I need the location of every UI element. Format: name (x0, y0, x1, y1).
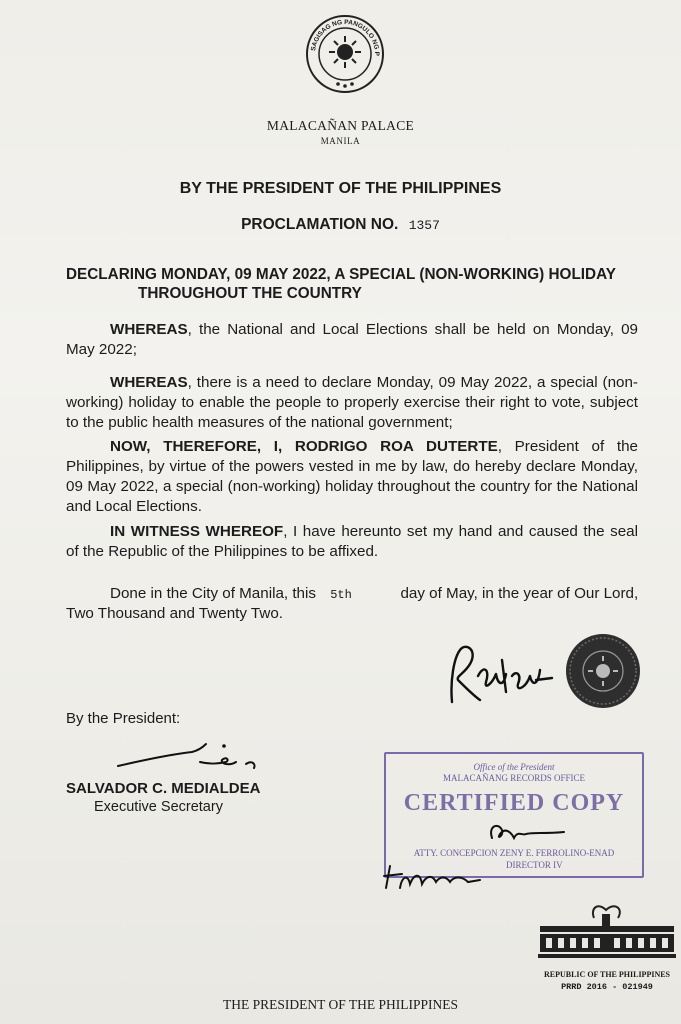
seal-text: SAGISAG NG PANGULO NG P (310, 18, 381, 56)
stamp-signature (484, 816, 574, 846)
p2-lead: WHEREAS (110, 374, 188, 391)
initials-signature (380, 858, 490, 892)
p4-lead: IN WITNESS WHEREOF (110, 523, 284, 540)
done-line (110, 585, 638, 602)
signatory-title: Executive Secretary (94, 799, 223, 815)
subject-line-2: THROUGHOUT THE COUNTRY (138, 285, 362, 302)
p4-text: , I have hereunto set my hand and caused the seal of the Republic of the Philippines to be affixed. (66, 523, 639, 560)
proclamation-line (0, 216, 681, 234)
stamp-line-1: Office of the President (473, 762, 555, 772)
p2-text: , there is a need to declare Monday, 09 May 2022, a special (non-working) holiday to enable the people to properly exercise their right to vote, subject to the public health measures of the national government; (66, 374, 638, 431)
paragraph-whereas-1 (66, 320, 638, 360)
done-year: Two Thousand and Twenty Two. (66, 605, 283, 622)
signatory-name: SALVADOR C. MEDIALDEA (66, 780, 261, 797)
by-the-president-label: By the President: (66, 710, 181, 727)
paragraph-now-therefore (66, 437, 638, 517)
bottom-seal-line-1: REPUBLIC OF THE PHILIPPINES (543, 970, 671, 979)
stamp-main: CERTIFIED COPY (403, 790, 625, 816)
bottom-seal-line-2: PRRD 2016 - 021949 (561, 982, 653, 992)
p3-text: , President of the Philippines, by virtue of the powers vested in me by law, do hereby declare Monday, 09 May 2022, a special (non-working) holiday throughout the country for the National and Local Elections. (66, 438, 638, 515)
dry-seal (564, 632, 642, 710)
p1-text: , the National and Local Elections shall be held on Monday, 09 May 2022; (66, 321, 638, 358)
paragraph-in-witness (66, 522, 638, 562)
footer-text: THE PRESIDENT OF THE PHILIPPINES (222, 997, 459, 1012)
palace-name: MALACAÑAN PALACE (266, 118, 415, 133)
subject-line-1: DECLARING MONDAY, 09 MAY 2022, A SPECIAL (NON-WORKING) HOLIDAY (66, 266, 616, 283)
executive-secretary-signature (114, 742, 274, 778)
issuer-title: BY THE PRESIDENT OF THE PHILIPPINES (179, 180, 502, 197)
president-signature (440, 640, 562, 710)
paragraph-whereas-2 (66, 373, 638, 433)
presidential-seal (305, 14, 385, 94)
done-day: 5th (330, 588, 352, 602)
stamp-officer: ATTY. CONCEPCION ZENY E. FERROLINO-ENAD (413, 848, 615, 858)
palace-seal (534, 898, 680, 972)
p3-lead: NOW, THEREFORE, I, RODRIGO ROA DUTERTE (110, 438, 498, 455)
done-text-b: day of May, in the year of Our Lord, (400, 585, 639, 602)
palace-city: MANILA (320, 136, 361, 146)
p1-lead: WHEREAS (110, 321, 188, 338)
proclamation-label: PROCLAMATION NO. (241, 216, 399, 233)
proclamation-number: 1357 (408, 218, 440, 233)
stamp-line-2: MALACAÑANG RECORDS OFFICE (442, 773, 586, 783)
done-text-a: Done in the City of Manila, this (110, 585, 316, 602)
stamp-officer-title: DIRECTOR IV (506, 860, 563, 870)
